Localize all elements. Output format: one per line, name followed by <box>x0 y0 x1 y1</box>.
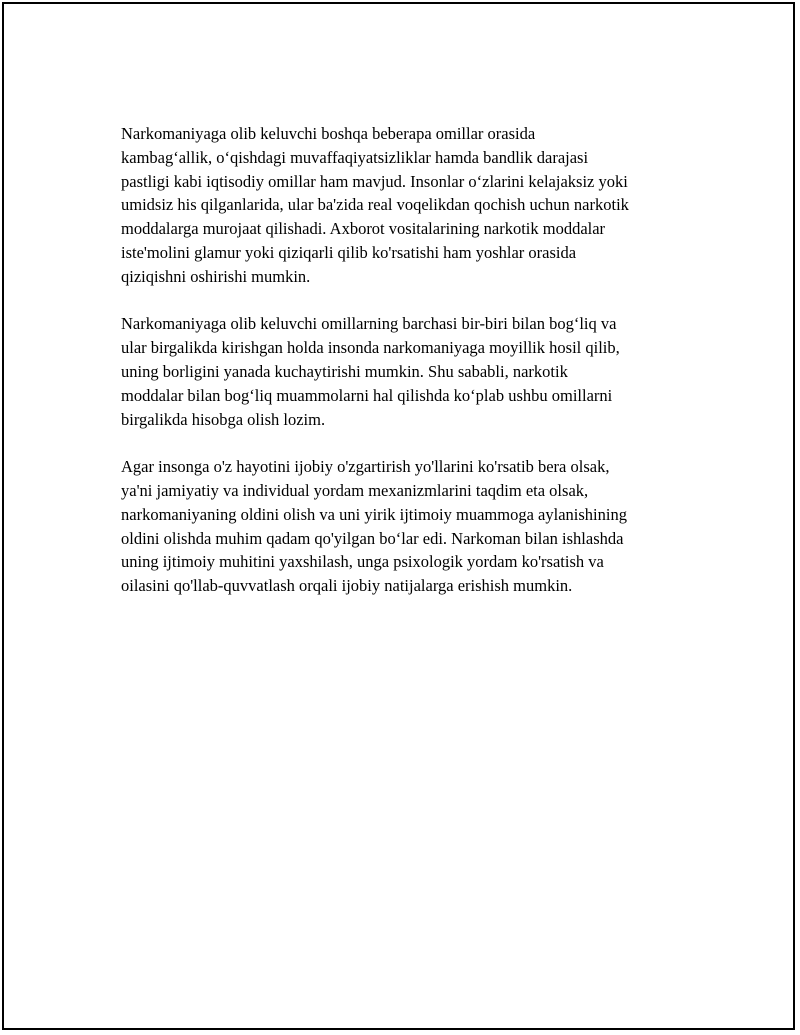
text-line: ya'ni jamiyatiy va individual yordam mexanizmlarini taqdim eta olsak, <box>121 480 589 500</box>
text-line: Narkomaniyaga olib keluvchi omillarning barchasi bir-biri bilan bog‘liq va <box>121 314 617 334</box>
text-line: qiziqishni oshirishi mumkin. <box>121 266 311 286</box>
text-line: uning ijtimoiy muhitini yaxshilash, unga psixologik yordam ko'rsatish va <box>121 552 604 572</box>
text-line: pastligi kabi iqtisodiy omillar ham mavjud. Insonlar o‘zlarini kelajaksiz yoki <box>121 171 628 191</box>
document-page <box>2 2 795 1030</box>
text-line: oldini olishda muhim qadam qo'yilgan bo‘lar edi. Narkoman bilan ishlashda <box>121 528 624 548</box>
text-line: moddalar bilan bog‘liq muammolarni hal qilishda ko‘plab ushbu omillarni <box>121 385 613 405</box>
text-line: uning borligini yanada kuchaytirishi mumkin. Shu sababli, narkotik <box>121 361 568 381</box>
paragraph-2 <box>121 312 701 431</box>
text-line: iste'molini glamur yoki qiziqarli qilib ko'rsatishi ham yoshlar orasida <box>121 242 577 262</box>
text-line: birgalikda hisobga olish lozim. <box>121 409 326 429</box>
text-line: ular birgalikda kirishgan holda insonda narkomaniyaga moyillik hosil qilib, <box>121 338 620 358</box>
paragraph-3 <box>121 455 701 598</box>
text-line: Agar insonga o'z hayotini ijobiy o'zgartirish yo'llarini ko'rsatib bera olsak, <box>121 457 610 477</box>
text-line: moddalarga murojaat qilishadi. Axborot vositalarining narkotik moddalar <box>121 219 606 239</box>
paragraph-1 <box>121 122 701 289</box>
text-line: umidsiz his qilganlarida, ular ba'zida real voqelikdan qochish uchun narkotik <box>121 195 629 215</box>
text-line: kambag‘allik, o‘qishdagi muvaffaqiyatsizliklar hamda bandlik darajasi <box>121 147 589 167</box>
document-body <box>121 122 701 622</box>
text-line: narkomaniyaning oldini olish va uni yirik ijtimoiy muammoga aylanishining <box>121 504 627 524</box>
text-line: Narkomaniyaga olib keluvchi boshqa beberapa omillar orasida <box>121 124 536 143</box>
text-line: oilasini qo'llab-quvvatlash orqali ijobiy natijalarga erishish mumkin. <box>121 576 573 596</box>
